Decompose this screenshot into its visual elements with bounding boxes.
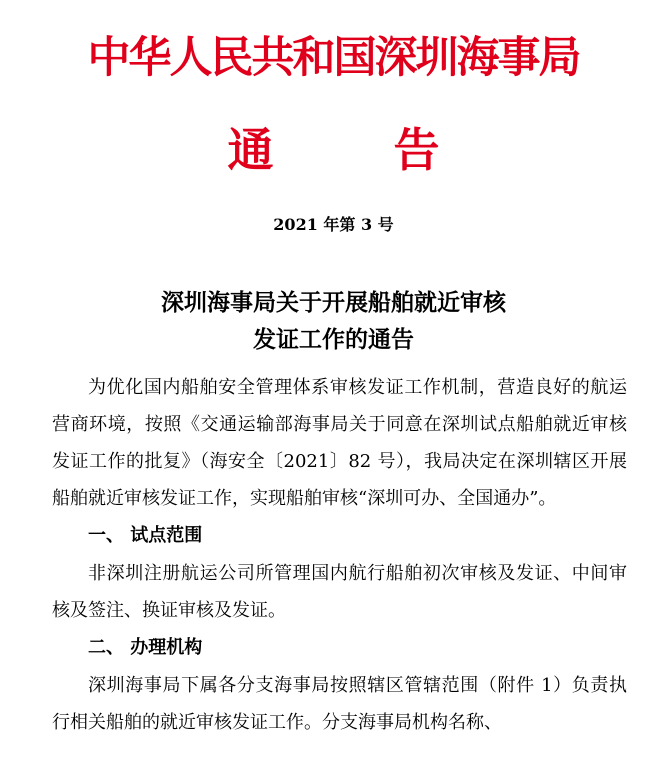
agency-paragraph: 深圳海事局下属各分支海事局按照辖区管辖范围（附件 1）负责执行相关船舶的就近审核发证工作。分支海事局机构名称、 — [52, 675, 627, 733]
document-type-char-1: 通 — [227, 123, 274, 177]
section-heading-scope: 一、 试点范围 — [88, 525, 203, 546]
document-type — [0, 114, 667, 180]
document-type-char-2: 告 — [393, 123, 440, 177]
document-number: 2021 年第 3 号 — [273, 215, 394, 234]
notice-title-line-2: 发证工作的通告 — [253, 326, 414, 353]
notice-body — [52, 369, 627, 741]
intro-paragraph: 为优化国内船舶安全管理体系审核发证工作机制，营造良好的航运营商环境，按照《交通运输部海事局关于同意在深圳试点船舶就近审核发证工作的批复》（海安全〔2021〕82 号），我局决定在深圳辖区开展船舶就近审核发证工作，实现船舶审核“深圳可办、全国通办”。 — [52, 377, 627, 509]
issuing-organization: 中华人民共和国深圳海事局 — [87, 33, 580, 83]
scope-paragraph: 非深圳注册航运公司所管理国内航行船舶初次审核及发证、中间审核及签注、换证审核及发证。 — [52, 563, 627, 621]
notice-title-line-1: 深圳海事局关于开展船舶就近审核 — [161, 289, 506, 316]
notice-title — [0, 284, 667, 358]
section-heading-agency: 二、 办理机构 — [88, 637, 203, 658]
